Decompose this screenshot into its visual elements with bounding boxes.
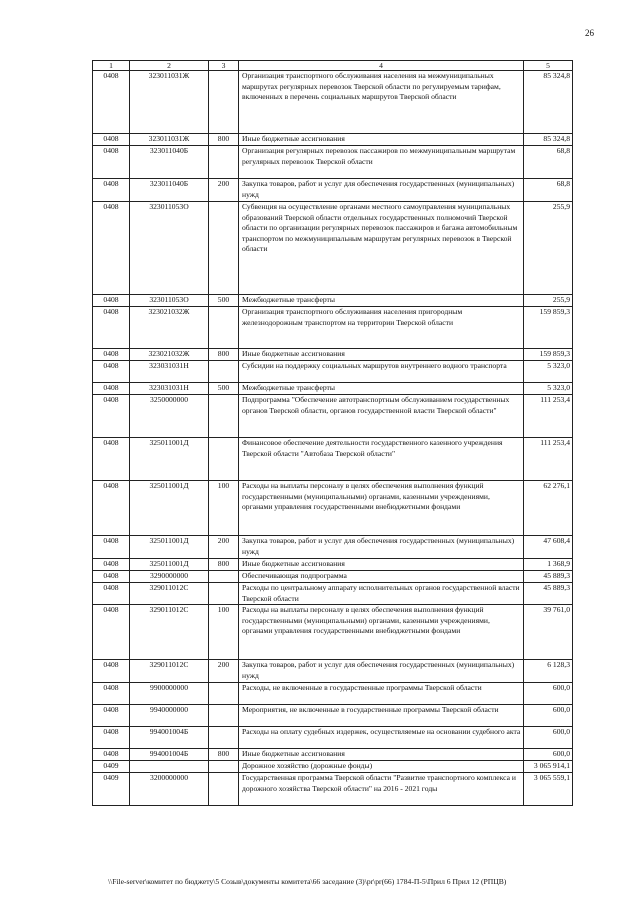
table-row	[93, 761, 573, 773]
amount-cell: 68,8	[524, 179, 573, 202]
column-header: 4	[239, 61, 524, 71]
section-code-cell: 0408	[93, 536, 130, 559]
amount-cell: 111 253,4	[524, 438, 573, 481]
amount-cell: 45 889,3	[524, 571, 573, 583]
section-code-cell: 0408	[93, 361, 130, 383]
expense-type-cell	[209, 705, 239, 727]
amount-cell: 5 323,0	[524, 383, 573, 395]
table-row	[93, 146, 573, 179]
target-article-cell: 3250000000	[130, 395, 209, 438]
target-article-cell: 329011012С	[130, 660, 209, 683]
target-article-cell: 323011031Ж	[130, 134, 209, 146]
description-cell: Организация транспортного обслуживания населения на межмуниципальных маршрутах регулярных перевозок Тверской области по регулируемым тарифам, включенных в перечень социальных маршрутов Тверской области	[239, 71, 524, 134]
amount-cell: 5 323,0	[524, 361, 573, 383]
amount-cell: 3 065 914,1	[524, 761, 573, 773]
target-article-cell: 3290000000	[130, 571, 209, 583]
table-row	[93, 295, 573, 307]
target-article-cell: 994001004Б	[130, 749, 209, 761]
amount-cell: 1 368,9	[524, 559, 573, 571]
description-cell: Иные бюджетные ассигнования	[239, 134, 524, 146]
expense-type-cell	[209, 361, 239, 383]
target-article-cell: 323011053О	[130, 202, 209, 295]
table-row	[93, 683, 573, 705]
amount-cell: 600,0	[524, 683, 573, 705]
expense-type-cell: 100	[209, 481, 239, 536]
table-row	[93, 660, 573, 683]
section-code-cell: 0408	[93, 179, 130, 202]
target-article-cell	[130, 761, 209, 773]
expense-type-cell	[209, 71, 239, 134]
table-row	[93, 71, 573, 134]
amount-cell: 111 253,4	[524, 395, 573, 438]
expense-type-cell: 800	[209, 349, 239, 361]
budget-table	[92, 60, 573, 806]
section-code-cell: 0408	[93, 559, 130, 571]
section-code-cell: 0408	[93, 71, 130, 134]
table-row	[93, 438, 573, 481]
section-code-cell: 0408	[93, 660, 130, 683]
target-article-cell: 9940000000	[130, 705, 209, 727]
target-article-cell: 9900000000	[130, 683, 209, 705]
amount-cell: 68,8	[524, 146, 573, 179]
description-cell: Организация транспортного обслуживания населения пригородным железнодорожным транспортом на территории Тверской области	[239, 307, 524, 349]
description-cell: Закупка товаров, работ и услуг для обеспечения государственных (муниципальных) нужд	[239, 660, 524, 683]
column-header: 5	[524, 61, 573, 71]
amount-cell: 159 859,3	[524, 307, 573, 349]
amount-cell: 47 608,4	[524, 536, 573, 559]
target-article-cell: 323011053О	[130, 295, 209, 307]
section-code-cell: 0408	[93, 481, 130, 536]
target-article-cell: 323031031Н	[130, 361, 209, 383]
table-row	[93, 349, 573, 361]
expense-type-cell: 500	[209, 295, 239, 307]
amount-cell: 600,0	[524, 727, 573, 749]
expense-type-cell	[209, 583, 239, 605]
target-article-cell: 323011040Б	[130, 179, 209, 202]
table-row	[93, 705, 573, 727]
expense-type-cell: 200	[209, 660, 239, 683]
section-code-cell: 0408	[93, 295, 130, 307]
table-row	[93, 583, 573, 605]
description-cell: Субсидии на поддержку социальных маршрутов внутреннего водного транспорта	[239, 361, 524, 383]
description-cell: Межбюджетные трансферты	[239, 383, 524, 395]
table-row	[93, 571, 573, 583]
table-row	[93, 202, 573, 295]
description-cell: Обеспечивающая подпрограмма	[239, 571, 524, 583]
target-article-cell: 323011040Б	[130, 146, 209, 179]
amount-cell: 159 859,3	[524, 349, 573, 361]
description-cell: Субвенция на осуществление органами местного самоуправления муниципальных образований Тверской области отдельных государственных полномочий Тверской области по организации регулярных перевозок пассажиров и багажа автомобильным транспортом по межмуниципальным маршрутам регулярных перевозок в Тверской области	[239, 202, 524, 295]
description-cell: Расходы на выплаты персоналу в целях обеспечения выполнения функций государственными (муниципальными) органами, казенными учреждениями, органами управления государственными внебюджетными фондами	[239, 481, 524, 536]
table-row	[93, 727, 573, 749]
amount-cell: 3 065 559,1	[524, 773, 573, 806]
section-code-cell: 0409	[93, 773, 130, 806]
description-cell: Организация регулярных перевозок пассажиров по межмуниципальным маршрутам регулярных перевозок Тверской области	[239, 146, 524, 179]
section-code-cell: 0408	[93, 583, 130, 605]
table-row	[93, 559, 573, 571]
section-code-cell: 0408	[93, 383, 130, 395]
expense-type-cell	[209, 395, 239, 438]
table-row	[93, 749, 573, 761]
expense-type-cell: 200	[209, 536, 239, 559]
target-article-cell: 325011001Д	[130, 481, 209, 536]
column-header: 3	[209, 61, 239, 71]
table-row	[93, 536, 573, 559]
column-header: 1	[93, 61, 130, 71]
table-row	[93, 605, 573, 660]
section-code-cell: 0408	[93, 395, 130, 438]
target-article-cell: 325011001Д	[130, 536, 209, 559]
column-header: 2	[130, 61, 209, 71]
amount-cell: 85 324,8	[524, 71, 573, 134]
description-cell: Расходы на оплату судебных издержек, осуществляемые на основании судебного акта	[239, 727, 524, 749]
section-code-cell: 0408	[93, 349, 130, 361]
description-cell: Закупка товаров, работ и услуг для обеспечения государственных (муниципальных) нужд	[239, 536, 524, 559]
target-article-cell: 994001004Б	[130, 727, 209, 749]
expense-type-cell	[209, 146, 239, 179]
section-code-cell: 0408	[93, 683, 130, 705]
description-cell: Иные бюджетные ассигнования	[239, 559, 524, 571]
target-article-cell: 323021032Ж	[130, 349, 209, 361]
section-code-cell: 0408	[93, 438, 130, 481]
section-code-cell: 0408	[93, 727, 130, 749]
description-cell: Межбюджетные трансферты	[239, 295, 524, 307]
expense-type-cell: 100	[209, 605, 239, 660]
expense-type-cell	[209, 571, 239, 583]
table-row	[93, 307, 573, 349]
table-row	[93, 773, 573, 806]
expense-type-cell: 800	[209, 749, 239, 761]
table-row	[93, 361, 573, 383]
footer-file-path: \\File-server\комитет по бюджету\5 Созыв\документы комитета\66 заседание (3)\pr\pr(66) 1784-П-5\Прил 6 Прил 12 (РПЦВ)	[108, 877, 507, 886]
table-row	[93, 179, 573, 202]
target-article-cell: 325011001Д	[130, 438, 209, 481]
expense-type-cell: 200	[209, 179, 239, 202]
expense-type-cell	[209, 307, 239, 349]
amount-cell: 600,0	[524, 749, 573, 761]
section-code-cell: 0409	[93, 761, 130, 773]
amount-cell: 39 761,0	[524, 605, 573, 660]
amount-cell: 6 128,3	[524, 660, 573, 683]
amount-cell: 85 324,8	[524, 134, 573, 146]
amount-cell: 255,9	[524, 295, 573, 307]
amount-cell: 255,9	[524, 202, 573, 295]
expense-type-cell	[209, 761, 239, 773]
section-code-cell: 0408	[93, 307, 130, 349]
target-article-cell: 323021032Ж	[130, 307, 209, 349]
description-cell: Подпрограмма "Обеспечение автотранспортным обслуживанием государственных органов Тверской области, органов государственной власти Тверской области"	[239, 395, 524, 438]
amount-cell: 45 889,3	[524, 583, 573, 605]
expense-type-cell: 800	[209, 559, 239, 571]
expense-type-cell: 800	[209, 134, 239, 146]
description-cell: Закупка товаров, работ и услуг для обеспечения государственных (муниципальных) нужд	[239, 179, 524, 202]
section-code-cell: 0408	[93, 134, 130, 146]
section-code-cell: 0408	[93, 605, 130, 660]
section-code-cell: 0408	[93, 571, 130, 583]
expense-type-cell	[209, 438, 239, 481]
amount-cell: 600,0	[524, 705, 573, 727]
table-row	[93, 134, 573, 146]
target-article-cell: 325011001Д	[130, 559, 209, 571]
target-article-cell: 3200000000	[130, 773, 209, 806]
table-row	[93, 383, 573, 395]
section-code-cell: 0408	[93, 146, 130, 179]
expense-type-cell	[209, 727, 239, 749]
description-cell: Расходы на выплаты персоналу в целях обеспечения выполнения функций государственными (муниципальными) органами, казенными учреждениями, органами управления государственными внебюджетными фондами	[239, 605, 524, 660]
target-article-cell: 323011031Ж	[130, 71, 209, 134]
table-header-row	[93, 61, 573, 71]
section-code-cell: 0408	[93, 749, 130, 761]
target-article-cell: 329011012С	[130, 605, 209, 660]
description-cell: Расходы по центральному аппарату исполнительных органов государственной власти Тверской области	[239, 583, 524, 605]
expense-type-cell: 500	[209, 383, 239, 395]
expense-type-cell	[209, 773, 239, 806]
description-cell: Финансовое обеспечение деятельности государственного казенного учреждения Тверской области "Автобаза Тверской области"	[239, 438, 524, 481]
expense-type-cell	[209, 683, 239, 705]
description-cell: Иные бюджетные ассигнования	[239, 349, 524, 361]
section-code-cell: 0408	[93, 202, 130, 295]
amount-cell: 62 276,1	[524, 481, 573, 536]
description-cell: Государственная программа Тверской области "Развитие транспортного комплекса и дорожного хозяйства Тверской области" на 2016 - 2021 годы	[239, 773, 524, 806]
target-article-cell: 329011012С	[130, 583, 209, 605]
page-number: 26	[585, 28, 594, 38]
target-article-cell: 323031031Н	[130, 383, 209, 395]
description-cell: Иные бюджетные ассигнования	[239, 749, 524, 761]
description-cell: Дорожное хозяйство (дорожные фонды)	[239, 761, 524, 773]
description-cell: Расходы, не включенные в государственные программы Тверской области	[239, 683, 524, 705]
expense-type-cell	[209, 202, 239, 295]
table-row	[93, 481, 573, 536]
description-cell: Мероприятия, не включенные в государственные программы Тверской области	[239, 705, 524, 727]
section-code-cell: 0408	[93, 705, 130, 727]
table-row	[93, 395, 573, 438]
